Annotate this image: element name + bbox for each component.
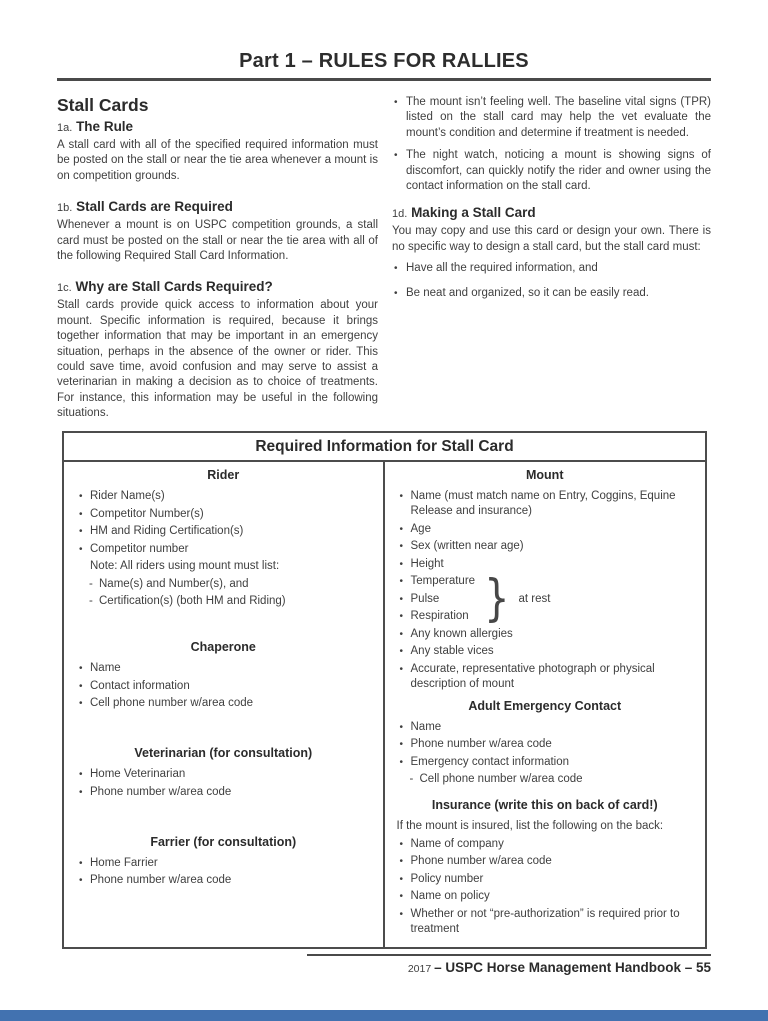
vitals-brace-group xyxy=(397,569,694,627)
section-1d-body: You may copy and use this card or design your own. There is no specific way to design a stall card, but the stall card must: xyxy=(392,225,711,253)
list-item: • Any known allergies xyxy=(397,627,694,642)
subheader-insurance: Insurance (write this on back of card!) xyxy=(431,798,658,812)
section-1d-heading xyxy=(392,205,711,222)
table-cell-rider xyxy=(64,462,385,947)
list-item: • Respiration xyxy=(397,609,694,624)
section-1d xyxy=(392,205,711,301)
list-item: • Emergency contact information xyxy=(397,755,694,770)
list-item: • Temperature xyxy=(397,574,694,589)
stall-card-table xyxy=(62,431,707,949)
list-item: • Competitor Number(s) xyxy=(76,507,371,522)
list-item: • Pulse xyxy=(397,592,694,607)
table-title: Required Information for Stall Card xyxy=(64,433,705,462)
subheader-farrier: Farrier (for consultation) xyxy=(150,834,297,849)
list-item: • The night watch, noticing a mount is showing signs of discomfort, can quickly notify the rider and owner using the contact information on the stall card. xyxy=(392,148,711,194)
list-item: - Name(s) and Number(s), and xyxy=(86,577,371,592)
column-header-rider: Rider xyxy=(207,468,240,482)
list-item: • Name xyxy=(76,661,371,676)
list-item: - Cell phone number w/area code xyxy=(407,772,694,787)
table-cell-mount xyxy=(385,462,706,947)
curly-brace-icon: } xyxy=(483,569,510,627)
list-item: • Home Farrier xyxy=(76,856,371,871)
list-item: • Contact information xyxy=(76,679,371,694)
subheader-emergency-contact: Adult Emergency Contact xyxy=(468,698,622,713)
section-1c xyxy=(57,279,378,421)
page-content xyxy=(0,50,768,977)
list-item: • Phone number w/area code xyxy=(397,854,694,869)
list-item: • The mount isn’t feeling well. The baseline vital signs (TPR) listed on the stall card may help the vet evaluate the mount’s condition and determine if treatment is needed. xyxy=(392,95,711,141)
list-item: • Cell phone number w/area code xyxy=(76,696,371,711)
table-columns xyxy=(64,462,705,947)
list-item: • Phone number w/area code xyxy=(76,873,371,888)
section-1a xyxy=(57,119,378,184)
section-1b-heading xyxy=(57,199,378,216)
list-item: • Home Veterinarian xyxy=(76,767,371,782)
list-item: • Whether or not “pre-authorization” is required prior to treatment xyxy=(397,907,694,937)
section-title: Why are Stall Cards Required? xyxy=(75,279,273,295)
list-item: • Age xyxy=(397,522,694,537)
section-1c-heading xyxy=(57,279,378,296)
section-1d-list xyxy=(392,261,711,301)
list-item: • Name on policy xyxy=(397,889,694,904)
list-item: - Certification(s) (both HM and Riding) xyxy=(86,594,371,609)
list-item: • Phone number w/area code xyxy=(397,737,694,752)
list-item: • Any stable vices xyxy=(397,644,694,659)
section-title: The Rule xyxy=(76,119,134,134)
column-header-mount: Mount xyxy=(526,468,564,482)
list-item: • Policy number xyxy=(397,872,694,887)
left-column xyxy=(57,95,378,419)
list-item: • Name of company xyxy=(397,837,694,852)
list-item: • Name (must match name on Entry, Coggins, Equine Release and insurance) xyxy=(397,489,694,519)
list-item: • HM and Riding Certification(s) xyxy=(76,524,371,539)
list-item: • Height xyxy=(397,557,694,572)
list-item: • Competitor number xyxy=(76,542,371,557)
subheader-veterinarian: Veterinarian (for consultation) xyxy=(134,746,313,760)
title-divider xyxy=(57,78,711,81)
section-number: 1a. xyxy=(57,122,73,134)
section-1a-body: A stall card with all of the specified required information must be posted on the stall or near the tie area whenever a mount is on competition grounds. xyxy=(57,139,378,182)
list-item: • Phone number w/area code xyxy=(76,785,371,800)
subheader-chaperone: Chaperone xyxy=(190,640,256,654)
section-title: Making a Stall Card xyxy=(411,205,536,221)
list-item: • Sex (written near age) xyxy=(397,539,694,554)
section-1b-body: Whenever a mount is on USPC competition grounds, a stall card must be posted on the stall or near the tie area with all of the following Required Stall Card Information. xyxy=(57,219,378,263)
list-item: • Have all the required information, and xyxy=(392,261,711,276)
section-number: 1d. xyxy=(392,208,408,221)
page-footer xyxy=(307,954,711,977)
viewer-bottom-bar xyxy=(0,1010,768,1021)
section-number: 1b. xyxy=(57,202,73,215)
two-column-body xyxy=(57,95,711,419)
note-text: Note: All riders using mount must list: xyxy=(90,560,280,572)
list-item: • Name xyxy=(397,720,694,735)
list-item: • Be neat and organized, so it can be easily read. xyxy=(392,286,711,301)
section-number: 1c. xyxy=(57,282,72,295)
page-title: Part 1 – RULES FOR RALLIES xyxy=(239,50,529,72)
at-rest-label: at rest xyxy=(518,593,551,605)
footer-handbook-title: – USPC Horse Management Handbook – 55 xyxy=(434,960,711,975)
section-1b xyxy=(57,199,378,264)
section-title: Stall Cards are Required xyxy=(76,199,233,215)
section-1a-heading xyxy=(57,119,378,136)
section-heading-stall-cards: Stall Cards xyxy=(57,95,149,115)
right-column xyxy=(392,95,711,419)
list-item: • Rider Name(s) xyxy=(76,489,371,504)
list-item: • Accurate, representative photograph or physical description of mount xyxy=(397,662,694,692)
insurance-intro: If the mount is insured, list the following on the back: xyxy=(396,820,664,832)
section-1c-body: Stall cards provide quick access to information about your mount. Specific information is required, because it brings together information that may be important in an emergency situation, perhaps in the absence of the owner or rider. This could save time, avoid confusion and may serve to assist a veterinarian in making a decision as to choice of treatments. For instance, this information may be useful in the following situations. xyxy=(57,299,378,420)
footer-year: 2017 xyxy=(407,963,432,975)
